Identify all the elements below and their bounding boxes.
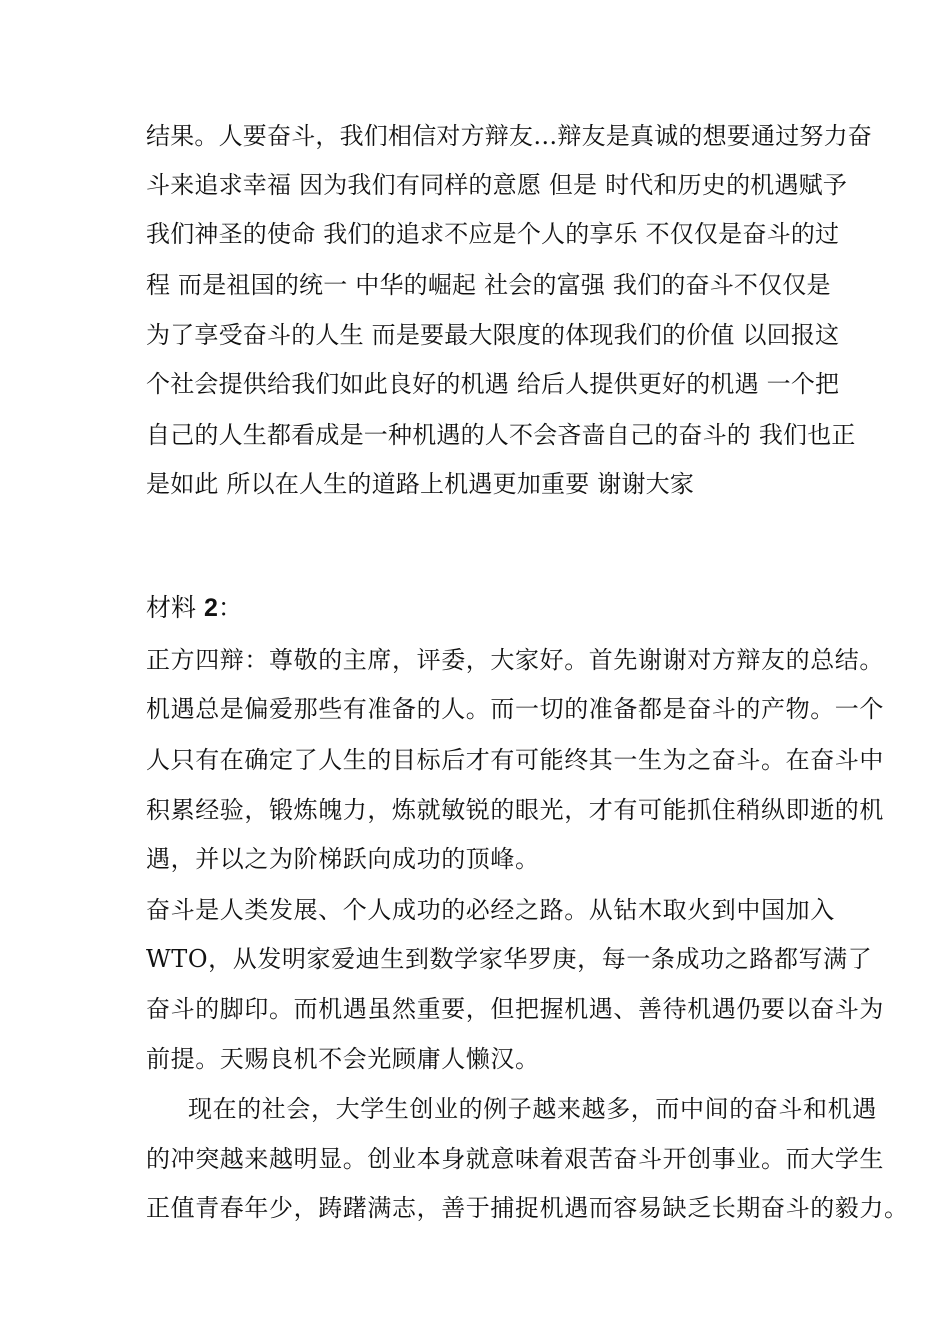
paragraph-line: 个社会提供给我们如此良好的机遇 给后人提供更好的机遇 一个把 — [146, 370, 840, 398]
paragraph-line: 是如此 所以在人生的道路上机遇更加重要 谢谢大家 — [146, 470, 695, 498]
paragraph-line: 奋斗是人类发展、个人成功的必经之路。从钻木取火到中国加入 — [146, 896, 835, 924]
heading-number: 2 — [203, 594, 218, 622]
paragraph-line: 程 而是祖国的统一 中华的崛起 社会的富强 我们的奋斗不仅仅是 — [146, 271, 831, 299]
paragraph-line: WTO，从发明家爱迪生到数学家华罗庚，每一条成功之路都写满了 — [146, 945, 873, 973]
paragraph-line: 正值青春年少，踌躇满志，善于捕捉机遇而容易缺乏长期奋斗的毅力。 — [146, 1194, 909, 1222]
paragraph-line: 为了享受奋斗的人生 而是要最大限度的体现我们的价值 以回报这 — [146, 321, 840, 349]
paragraph-line: 人只有在确定了人生的目标后才有可能终其一生为之奋斗。在奋斗中 — [146, 746, 884, 774]
paragraph-line: 现在的社会，大学生创业的例子越来越多，而中间的奋斗和机遇 — [188, 1095, 877, 1123]
paragraph-line: 奋斗的脚印。而机遇虽然重要，但把握机遇、善待机遇仍要以奋斗为 — [146, 995, 884, 1023]
section-heading — [146, 593, 243, 623]
paragraph-line: 机遇总是偏爱那些有准备的人。而一切的准备都是奋斗的产物。一个 — [146, 695, 884, 723]
paragraph-line: 我们神圣的使命 我们的追求不应是个人的享乐 不仅仅是奋斗的过 — [146, 220, 840, 248]
paragraph-line: 积累经验，锻炼魄力，炼就敏锐的眼光，才有可能抓住稍纵即逝的机 — [146, 796, 884, 824]
heading-label: 材料 — [146, 593, 204, 622]
paragraph-line: 自己的人生都看成是一种机遇的人不会吝啬自己的奋斗的 我们也正 — [146, 421, 856, 449]
paragraph-line: 斗来追求幸福 因为我们有同样的意愿 但是 时代和历史的机遇赋予 — [146, 171, 848, 199]
paragraph-line: 遇，并以之为阶梯跃向成功的顶峰。 — [146, 845, 540, 873]
paragraph-line: 结果。人要奋斗，我们相信对方辩友…辩友是真诚的想要通过努力奋 — [146, 122, 872, 150]
heading-colon: ： — [217, 593, 243, 622]
paragraph-line: 正方四辩：尊敬的主席，评委，大家好。首先谢谢对方辩友的总结。 — [146, 646, 884, 674]
paragraph-line: 的冲突越来越明显。创业本身就意味着艰苦奋斗开创事业。而大学生 — [146, 1145, 884, 1173]
paragraph-line: 前提。天赐良机不会光顾庸人懒汉。 — [146, 1045, 540, 1073]
